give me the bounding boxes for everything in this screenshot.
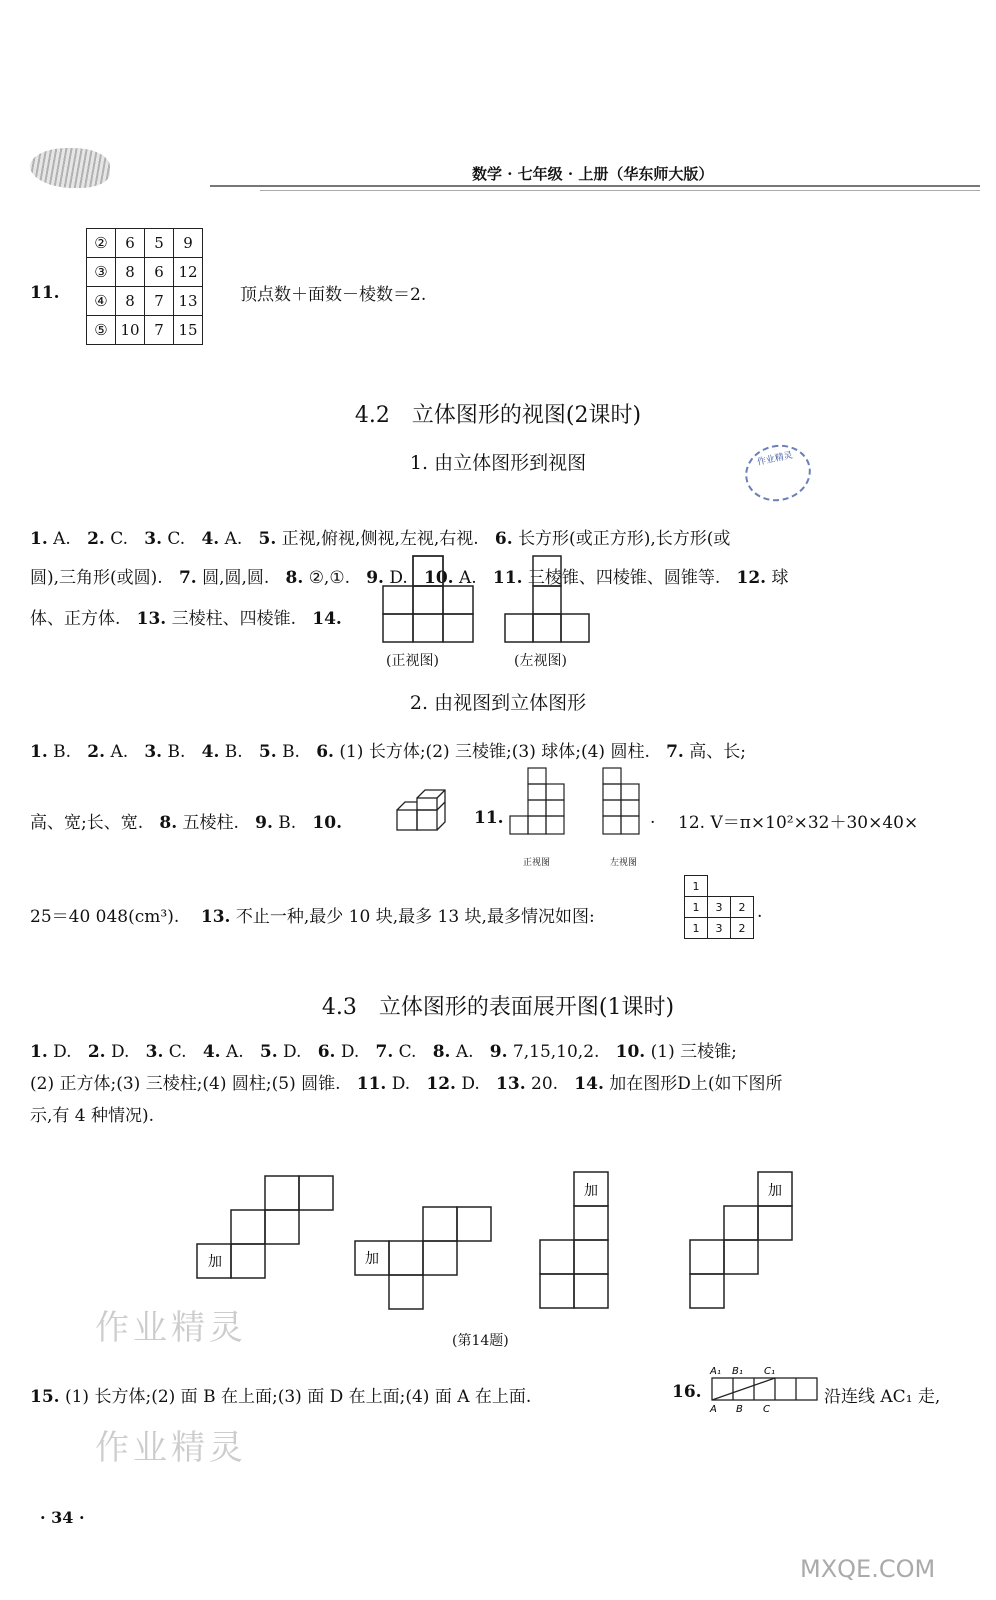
svg-text:B₁: B₁ [732, 1366, 743, 1377]
q10-cubes [395, 788, 455, 838]
answer-line: 15. (1) 长方体;(2) 面 B 在上面;(3) 面 D 在上面;(4) 面 A 在上面. [30, 1387, 532, 1407]
svg-text:C₁: C₁ [764, 1366, 775, 1377]
answer-line: 体、正方体. 13. 三棱柱、四棱锥. 14. [30, 609, 342, 629]
answer-line: 1. A. 2. C. 3. C. 4. A. 5. 正视,俯视,侧视,左视,右视. 6. 长方形(或正方形),长方形(或 [30, 529, 731, 549]
q14-front-view [383, 556, 493, 648]
add-label: 加 [584, 1183, 598, 1199]
corner-watermark: MXQE.COM [800, 1555, 936, 1583]
q14-front-caption: (正视图) [386, 653, 439, 669]
q11b-end: . [650, 808, 656, 828]
net-1 [195, 1170, 355, 1280]
answer-line: 25＝40 048(cm³). 13. 不止一种,最少 10 块,最多 13 块,最多情况如图: [30, 907, 595, 927]
q11-front-view [510, 768, 590, 850]
q16-diagram [708, 1364, 820, 1414]
add-label: 加 [768, 1183, 782, 1199]
svg-text:B: B [736, 1404, 743, 1415]
watermark: 作业精灵 [95, 1308, 247, 1348]
add-label: 加 [208, 1254, 222, 1270]
answer-line: 示,有 4 种情况). [30, 1106, 155, 1126]
q13-grid: 1 1 3 2 1 3 2 [684, 875, 754, 939]
svg-text:C: C [763, 1404, 770, 1415]
stamp: 作业精灵 [740, 439, 816, 507]
q11-front-caption: 正视图 [523, 858, 551, 868]
header-rule [210, 185, 980, 187]
net-2 [353, 1205, 513, 1315]
section-4-2-title: 4.2 立体图形的视图(2课时) [354, 403, 642, 428]
net-4 [690, 1170, 810, 1310]
svg-text:A₁: A₁ [710, 1366, 721, 1377]
answer-line: 1. D. 2. D. 3. C. 4. A. 5. D. 6. D. 7. C. 8. A. 9. 7,15,10,2. 10. (1) 三棱锥; [30, 1042, 737, 1062]
section-4-3-title: 4.3 立体图形的表面展开图(1课时) [321, 995, 675, 1020]
q11-number: 11. [30, 283, 60, 303]
figure-caption: (第14题) [452, 1333, 509, 1349]
running-header: 数学 · 七年级 · 上册（华东师大版） [472, 165, 714, 183]
q14-left-view [505, 556, 605, 648]
watermark: 作业精灵 [95, 1428, 247, 1468]
answer-line: 圆),三角形(或圆). 7. 圆,圆,圆. 8. ②,①. 9. D. 10. A. 11. 三棱锥、四棱锥、圆锥等. 12. 球 [30, 568, 789, 588]
net-3 [538, 1170, 658, 1310]
q16-number: 16. [672, 1382, 702, 1402]
header-rule-thin [260, 190, 980, 191]
subsection-1-title: 1. 由立体图形到视图 [409, 452, 587, 474]
subsection-2-title: 2. 由视图到立体图形 [409, 692, 587, 714]
answer-line: 高、宽;长、宽. 8. 五棱柱. 9. B. 10. [30, 813, 342, 833]
header-logo [30, 148, 110, 188]
q11-formula: 顶点数＋面数－棱数＝2. [240, 285, 427, 305]
q11-left-caption: 左视图 [610, 858, 638, 868]
q16-text: 沿连线 AC₁ 走, [824, 1387, 941, 1407]
page-number: · 34 · [40, 1508, 85, 1527]
q11-left-view [603, 768, 656, 850]
answer-line: 1. B. 2. A. 3. B. 4. B. 5. B. 6. (1) 长方体;(2) 三棱锥;(3) 球体;(4) 圆柱. 7. 高、长; [30, 742, 746, 762]
q13-end: . [757, 902, 763, 922]
answer-line: (2) 正方体;(3) 三棱柱;(4) 圆柱;(5) 圆锥. 11. D. 12. D. 13. 20. 14. 加在图形D上(如下图所 [30, 1074, 783, 1094]
q11-table: ② 6 5 9 ③ 8 6 12 ④ 8 7 13 ⑤ 10 7 15 [86, 228, 203, 345]
q14-left-caption: (左视图) [514, 653, 567, 669]
q11b-number: 11. [474, 808, 504, 828]
q12-volume: 12. V＝π×10²×32＋30×40× [678, 813, 919, 833]
svg-text:A: A [710, 1404, 717, 1415]
add-label: 加 [365, 1251, 379, 1267]
